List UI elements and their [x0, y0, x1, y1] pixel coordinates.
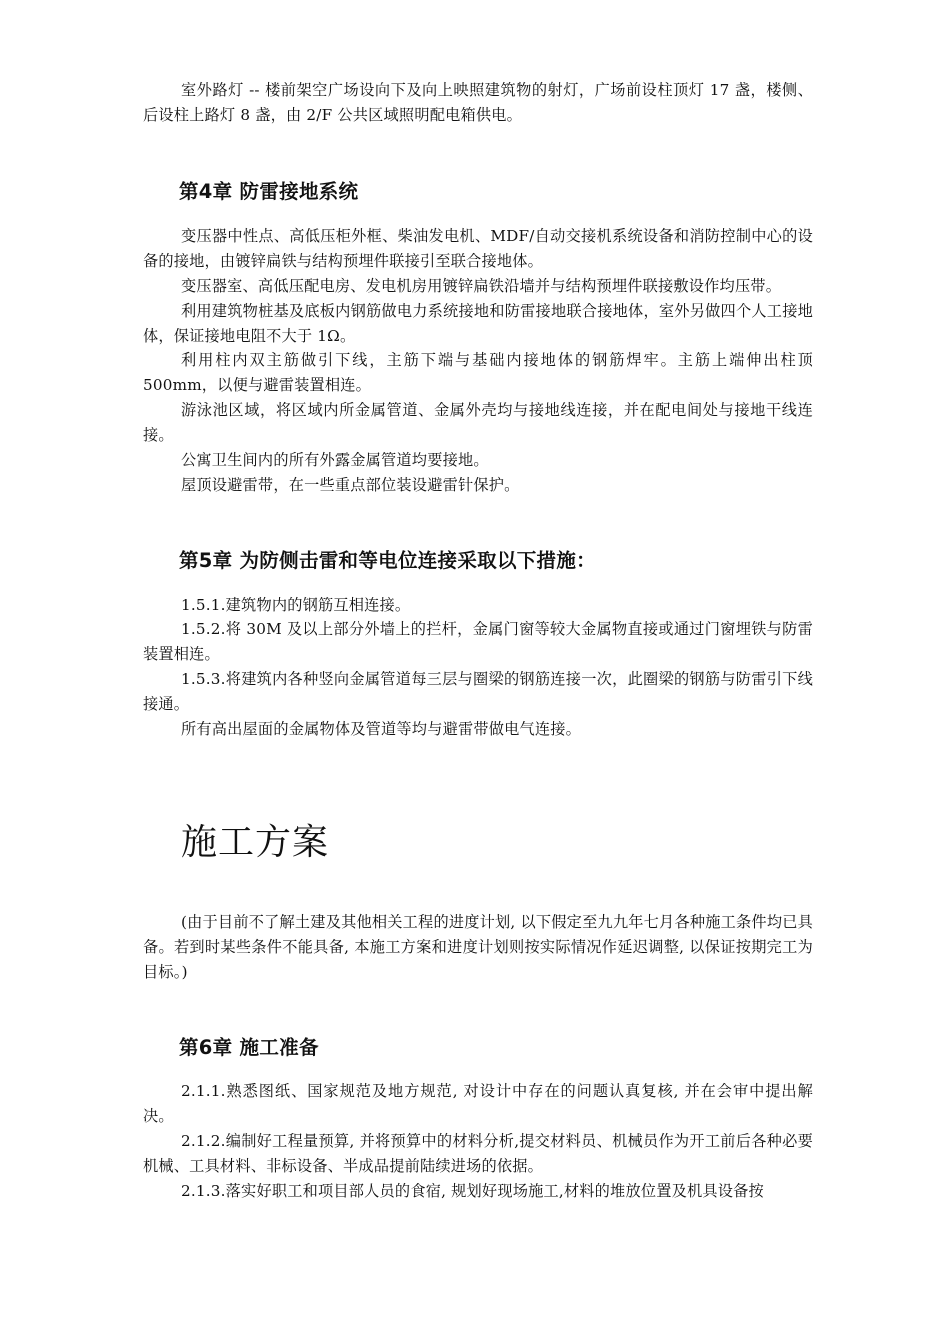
chapter-5-paragraph-3: 1.5.3.将建筑内各种竖向金属管道每三层与圈梁的钢筋连接一次，此圈梁的钢筋与防雷引下线接通。: [143, 670, 813, 713]
chapter-5-paragraph-2: 1.5.2.将 30M 及以上部分外墙上的拦杆，金属门窗等较大金属物直接或通过门窗埋铁与防雷装置相连。: [143, 620, 813, 663]
chapter-4-paragraph-1: 变压器中性点、高低压柜外框、柴油发电机、MDF/自动交接机系统设备和消防控制中心的设备的接地，由镀锌扁铁与结构预埋件联接引至联合接地体。: [143, 227, 813, 270]
chapter-5-heading: 第5章 为防侧击雷和等电位连接采取以下措施：: [179, 549, 596, 572]
schedule-note: (由于目前不了解土建及其他相关工程的进度计划, 以下假定至九九年七月各种施工条件均已具备。若到时某些条件不能具备, 本施工方案和进度计划则按实际情况作延迟调整, 以保证按期完工为目标。): [143, 913, 813, 981]
chapter-4-paragraph-2: 变压器室、高低压配电房、发电机房用镀锌扁铁沿墙并与结构预埋件联接敷设作均压带。: [181, 277, 782, 295]
chapter-6-paragraph-3: 2.1.3.落实好职工和项目部人员的食宿, 规划好现场施工,材料的堆放位置及机具设备按: [181, 1182, 764, 1200]
chapter-6-paragraph-2: 2.1.2.编制好工程量预算, 并将预算中的材料分析,提交材料员、机械员作为开工前后各种必要机械、工具材料、非标设备、半成品提前陆续进场的依据。: [143, 1132, 813, 1175]
chapter-4-paragraph-7: 屋顶设避雷带，在一些重点部位装设避雷针保护。: [181, 476, 520, 494]
chapter-4-paragraph-4: 利用柱内双主筋做引下线，主筋下端与基础内接地体的钢筋焊牢。主筋上端伸出柱顶 500mm，以便与避雷装置相连。: [143, 351, 813, 394]
chapter-4-paragraph-3: 利用建筑物桩基及底板内钢筋做电力系统接地和防雷接地联合接地体，室外另做四个人工接地体，保证接地电阻不大于 1Ω。: [143, 302, 813, 345]
intro-paragraph: 室外路灯 -- 楼前架空广场设向下及向上映照建筑物的射灯，广场前设柱顶灯 17 盏，楼侧、后设柱上路灯 8 盏，由 2/F 公共区域照明配电箱供电。: [143, 81, 813, 124]
chapter-4-heading: 第4章 防雷接地系统: [179, 180, 359, 203]
chapter-6-paragraph-1: 2.1.1.熟悉图纸、国家规范及地方规范, 对设计中存在的问题认真复核, 并在会审中提出解决。: [143, 1082, 813, 1125]
chapter-4-paragraph-5: 游泳池区域，将区域内所金属管道、金属外壳均与接地线连接，并在配电间处与接地干线连接。: [143, 401, 813, 444]
part-title: 施工方案: [181, 822, 330, 863]
chapter-4-paragraph-6: 公寓卫生间内的所有外露金属管道均要接地。: [181, 451, 489, 469]
chapter-5-paragraph-4: 所有高出屋面的金属物体及管道等均与避雷带做电气连接。: [181, 720, 582, 738]
chapter-6-heading: 第6章 施工准备: [179, 1036, 319, 1059]
chapter-5-paragraph-1: 1.5.1.建筑物内的钢筋互相连接。: [181, 596, 411, 614]
